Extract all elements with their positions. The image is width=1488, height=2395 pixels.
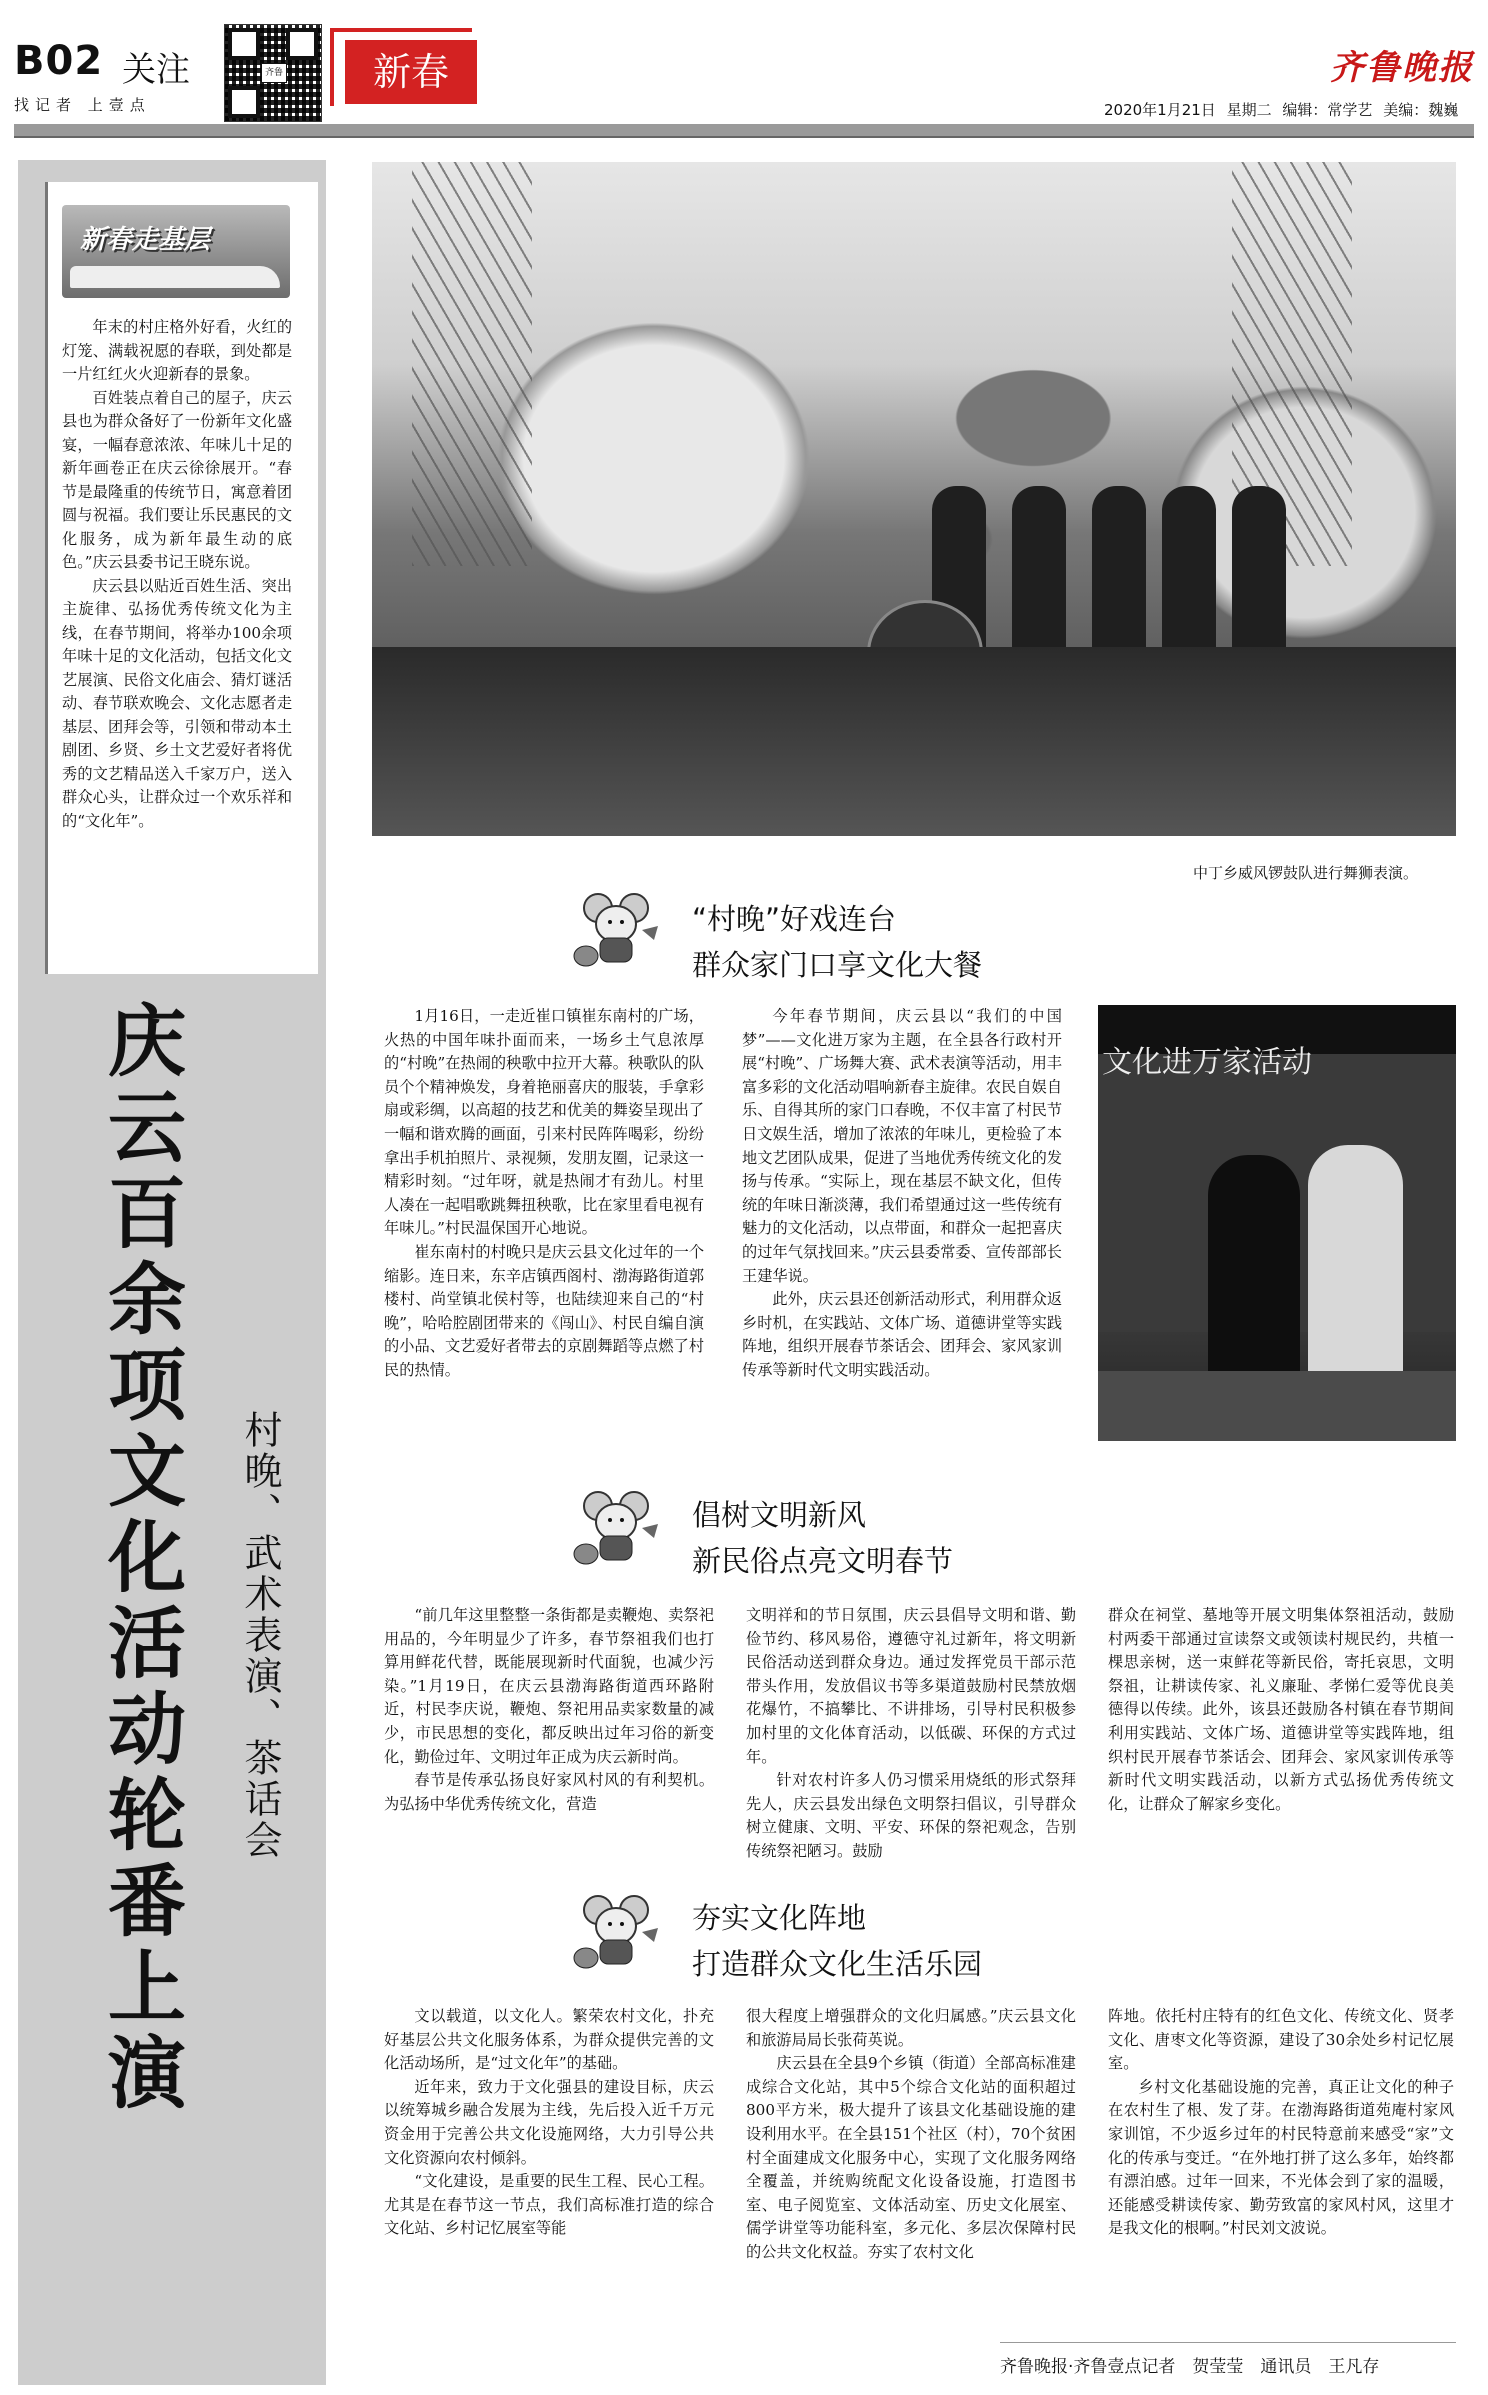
intro-paragraph: 庆云县以贴近百姓生活、突出主旋律、弘扬优秀传统文化为主线，在春节期间，将举办100余项年味十足的文化活动，包括文化文艺展演、民俗文化庙会、猜灯谜活动、春节联欢晚会、文化志愿者走基层、团拜会等，引领和带动本土剧团、乡贤、乡土文艺爱好者将优秀的文艺精品送入千家万户，送入群众心头，让群众过一个欢乐祥和的“文化年”。 — [62, 576, 292, 830]
section1-title-line2: 群众家门口享文化大餐 — [692, 948, 983, 982]
headline: 庆云百余项文化活动轮番上演 — [95, 1000, 185, 2118]
photo-caption: 中丁乡威风锣鼓队进行舞狮表演。 — [1193, 864, 1419, 882]
designer-credit: 美编：魏巍 — [1383, 101, 1459, 119]
editor-credit: 编辑：常学艺 — [1282, 101, 1373, 119]
column-banner-label: 新春走基层 — [80, 225, 211, 255]
article-paragraph: 文以载道，以文化人。繁荣农村文化，扑充好基层公共文化服务体系，为群众提供完善的文化活动场所，是“过文化年”的基础。 — [384, 2007, 714, 2073]
intro-text — [62, 316, 292, 833]
intro-paragraph: 百姓装点着自己的屋子，庆云县也为群众备好了一份新年文化盛宴，一幅春意浓浓、年味儿十足的新年画卷正在庆云徐徐展开。“春节是最隆重的传统节日，寓意着团圆与祝福。我们要让乐民惠民的文化服务，成为新年最生动的底色。”庆云县委书记王晓东说。 — [62, 388, 292, 571]
column-banner — [62, 205, 290, 298]
section-label: 关注 — [122, 50, 190, 90]
article-paragraph: “文化建设，是重要的民生工程、民心工程。尤其是在春节这一节点，我们高标准打造的综合文化站、乡村记忆展室等能 — [384, 2172, 714, 2238]
section3-column-2 — [746, 2005, 1076, 2265]
photo-screen-text: 文化进万家活动 — [1102, 1045, 1312, 1080]
section2-heading — [692, 1492, 953, 1584]
qr-logo-icon: 齐鲁 — [261, 63, 287, 83]
subheadline: 村晚、武术表演、茶话会 — [238, 1410, 282, 1861]
mouse-mascot-icon — [572, 1892, 664, 1972]
intro-paragraph: 年末的村庄格外好看，火红的灯笼、满载祝愿的春联，到处都是一片红红火火迎新春的景象。 — [62, 318, 292, 383]
section3-heading — [692, 1895, 982, 1987]
section1-column-1 — [384, 1005, 704, 1383]
page-number: B02 — [14, 38, 104, 84]
article-paragraph: 庆云县在全县9个乡镇（街道）全部高标准建成综合文化站，其中5个综合文化站的面积超过800平方米，极大提升了该县文化基础设施的建设利用水平。在全县151个社区（村），70个贫困村全面建成文化服务中心，实现了文化服务网络全覆盖，并统购统配文化设备设施，打造图书室、电子阅览室、文体活动室、历史文化展室、儒学讲堂等功能科室，多元化、多层次保障村民的公共文化权益。夯实了农村文化 — [746, 2054, 1076, 2261]
section3-column-3 — [1108, 2005, 1454, 2241]
article-paragraph: 近年来，致力于文化强县的建设目标，庆云以统筹城乡融合发展为主线，先后投入近千万元资金用于完善公共文化设施网络，大力引导公共文化资源向农村倾斜。 — [384, 2077, 714, 2167]
mouse-mascot-icon — [572, 1488, 664, 1568]
section1-column-2 — [742, 1005, 1062, 1383]
lion-dance-photo — [372, 162, 1456, 836]
article-paragraph: 春节是传承弘扬良好家风村风的有利契机。为弘扬中华优秀传统文化，营造 — [384, 1771, 714, 1813]
section3-title-line1: 夯实文化阵地 — [692, 1901, 867, 1935]
issue-date: 2020年1月21日 — [1104, 101, 1216, 119]
article-paragraph: 群众在祠堂、墓地等开展文明集体祭祖活动，鼓励村两委干部通过宣读祭文或领读村规民约，共植一棵思亲树，送一束鲜花等新民俗，寄托哀思，文明祭祖，让耕读传家、礼义廉耻、孝悌仁爱等优良美德得以传续。此外，该县还鼓励各村镇在春节期间利用实践站、文体广场、道德讲堂等实践阵地，组织村民开展春节茶话会、团拜会、家风家训传承等新时代文明实践活动，以新方式弘扬优秀传统文化，让群众了解家乡变化。 — [1108, 1606, 1454, 1813]
stage-performance-photo — [1098, 1005, 1456, 1441]
header-rule — [14, 124, 1474, 138]
byline: 齐鲁晚报·齐鲁壹点记者 贺莹莹 通讯员 王凡存 — [1000, 2357, 1380, 2377]
section2-title-line1: 倡树文明新风 — [692, 1498, 867, 1532]
section1-title-line1: “村晚”好戏连台 — [692, 902, 897, 936]
section3-title-line2: 打造群众文化生活乐园 — [692, 1947, 983, 1981]
issue-weekday: 星期二 — [1226, 101, 1272, 119]
qr-code-icon[interactable] — [224, 24, 322, 122]
section2-title-line2: 新民俗点亮文明春节 — [692, 1544, 954, 1578]
section3-column-1 — [384, 2005, 714, 2241]
section2-column-1 — [384, 1604, 714, 1816]
masthead-logo: 齐鲁晚报 — [1330, 48, 1474, 88]
section1-heading — [692, 896, 982, 988]
train-icon — [70, 266, 280, 288]
article-paragraph: 阵地。依托村庄特有的红色文化、传统文化、贤孝文化、唐枣文化等资源，建设了30余处乡村记忆展室。 — [1108, 2007, 1454, 2073]
footer-rule — [1000, 2342, 1456, 2343]
section2-column-3 — [1108, 1604, 1454, 1816]
article-paragraph: 此外，庆云县还创新活动形式，利用群众返乡时机，在实践站、文体广场、道德讲堂等实践阵地，组织开展春节茶话会、团拜会、家风家训传承等新时代文明实践活动。 — [742, 1290, 1062, 1379]
section2-column-2 — [746, 1604, 1076, 1864]
article-paragraph: “前几年这里整整一条街都是卖鞭炮、卖祭祀用品的，今年明显少了许多，春节祭祖我们也打算用鲜花代替，既能展现新时代面貌，也减少污染。”1月19日，在庆云县渤海路街道西环路附近，村民李庆说，鞭炮、祭祀用品卖家数量的减少，市民思想的变化，都反映出过年习俗的新变化，勤俭过年、文明过年正成为庆云新时尚。 — [384, 1606, 714, 1766]
section-badge: 新春 — [345, 40, 477, 104]
article-paragraph: 乡村文化基础设施的完善，真正让文化的种子在农村生了根、发了芽。在渤海路街道苑庵村家风家训馆，不少返乡过年的村民特意前来感受“家”文化的传承与变迁。“在外地打拼了这么多年，始终都有漂泊感。过年一回来，不光体会到了家的温暖，还能感受耕读传家、勤劳致富的家风村风，这里才是我文化的根啊。”村民刘文波说。 — [1108, 2077, 1454, 2238]
article-paragraph: 1月16日，一走近崔口镇崔东南村的广场，火热的中国年味扑面而来，一场乡土气息浓厚的“村晚”在热闹的秧歌中拉开大幕。秧歌队的队员个个精神焕发，身着艳丽喜庆的服装，手拿彩扇或彩绸，以高超的技艺和优美的舞姿呈现出了一幅和谐欢腾的画面，引来村民阵阵喝彩，纷纷拿出手机拍照片、录视频，发朋友圈，记录这一精彩时刻。“过年呀，就是热闹才有劲儿。村里人凑在一起唱歌跳舞扭秧歌，比在家里看电视有年味儿。”村民温保国开心地说。 — [384, 1007, 704, 1238]
article-paragraph: 崔东南村的村晚只是庆云县文化过年的一个缩影。连日来，东辛店镇西阁村、渤海路街道郭楼村、尚堂镇北侯村等，也陆续迎来自己的“村晚”，哈哈腔剧团带来的《闯山》、村民自编自演的小品、文艺爱好者带去的京剧舞蹈等点燃了村民的热情。 — [384, 1242, 704, 1379]
date-line — [1104, 99, 1458, 120]
mouse-mascot-icon — [572, 890, 664, 970]
article-paragraph: 很大程度上增强群众的文化归属感。”庆云县文化和旅游局局长张荷英说。 — [746, 2007, 1076, 2049]
article-paragraph: 针对农村许多人仍习惯采用烧纸的形式祭拜先人，庆云县发出绿色文明祭扫倡议，引导群众树立健康、文明、平安、环保的祭祀观念，告别传统祭祀陋习。鼓励 — [746, 1771, 1076, 1860]
reporter-tagline: 找记者 上壹点 — [14, 96, 151, 114]
article-paragraph: 文明祥和的节日氛围，庆云县倡导文明和谐、勤俭节约、移风易俗，遵德守礼过新年，将文明新民俗活动送到群众身边。通过发挥党员干部示范带头作用，发放倡议书等多渠道鼓励村民禁放烟花爆竹，不搞攀比、不讲排场，引导村民积极参加村里的文化体育活动，以低碳、环保的方式过年。 — [746, 1606, 1076, 1766]
article-paragraph: 今年春节期间，庆云县以“我们的中国梦”——文化进万家为主题，在全县各行政村开展“村晚”、广场舞大赛、武术表演等活动，用丰富多彩的文化活动唱响新春主旋律。农民自娱自乐、自得其所的家门口春晚，不仅丰富了村民节日文娱生活，增加了浓浓的年味儿，更检验了本地文艺团队成果，促进了当地优秀传统文化的发扬与传承。“实际上，现在基层不缺文化，但传统的年味日渐淡薄，我们希望通过这一些传统有魅力的文化活动，以点带面，和群众一起把喜庆的过年气氛找回来。”庆云县委常委、宣传部部长王建华说。 — [742, 1007, 1062, 1285]
